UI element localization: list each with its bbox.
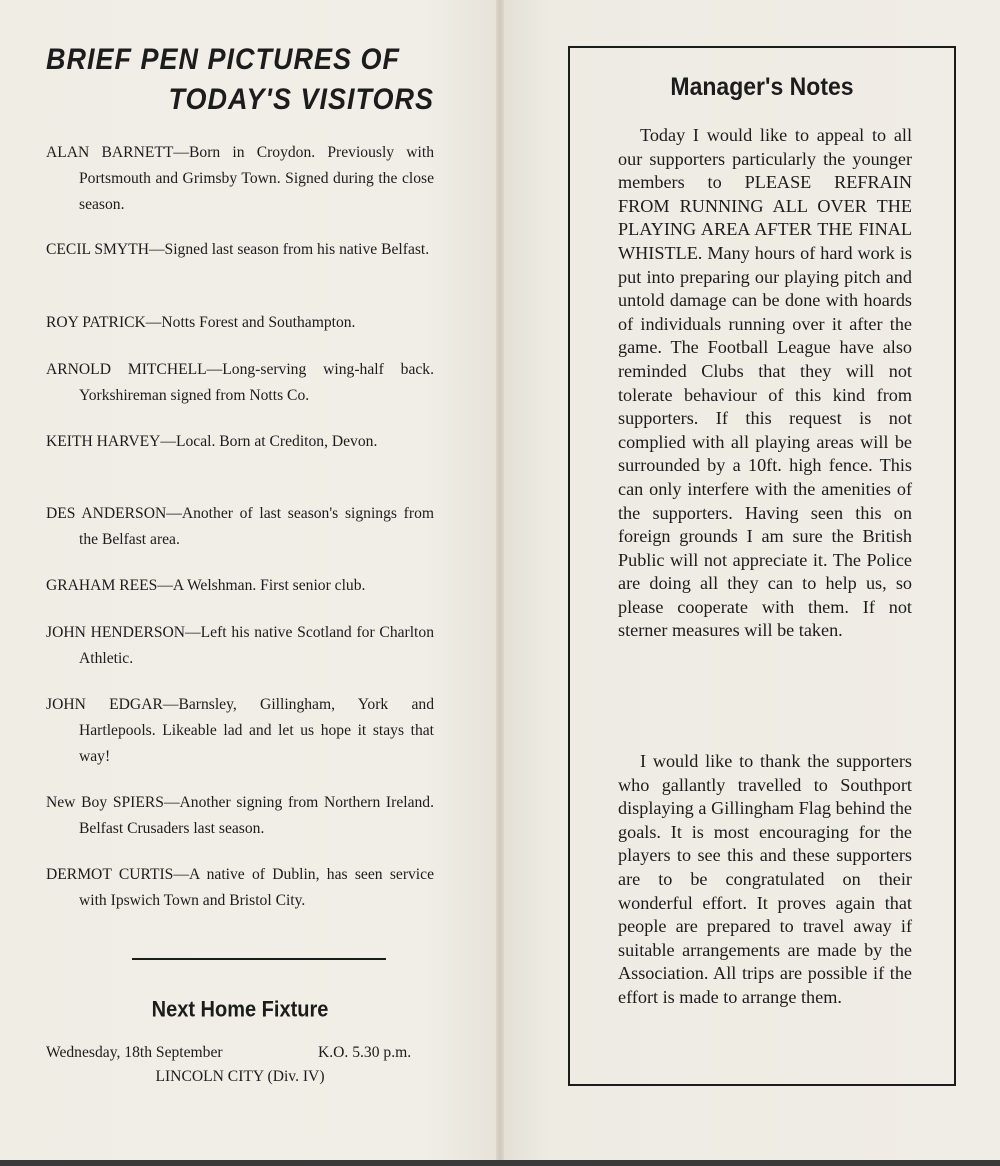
next-fixture-kickoff: K.O. 5.30 p.m. — [318, 1044, 412, 1061]
managers-notes-paragraph — [618, 124, 912, 643]
pen-picture-barnett: ALAN BARNETT—Born in Croydon. Previously with Portsmouth and Grimsby Town. Signed during the close season. — [46, 144, 434, 213]
pen-picture-curtis: DERMOT CURTIS—A native of Dublin, has seen service with Ipswich Town and Bristol City. — [46, 866, 434, 909]
visitors-heading-line2: TODAY'S VISITORS — [168, 83, 434, 116]
managers-notes-paragraph-2-text: I would like to thank the supporters who gallantly travelled to Southport displaying a Gillingham Flag behind the goals. It is most encouraging for the players to see this and these supporters are to be congratulated on their wonderful effort. It proves again that people are prepared to travel away if suitable arrangements are made by the Association. All trips are possible if the effort is made to arrange them. — [618, 751, 912, 1007]
bottom-edge — [0, 1160, 1000, 1166]
pen-picture-harvey: KEITH HARVEY—Local. Born at Crediton, Devon. — [46, 433, 378, 450]
section-divider — [132, 958, 386, 960]
managers-notes-paragraph-1-text: Today I would like to appeal to all our supporters particularly the younger members to PLEASE REFRAIN FROM RUNNING ALL OVER THE PLAYING AREA AFTER THE FINAL WHISTLE. Many hours of hard work is put into preparing our playing pitch and untold damage can be done with hoards of individuals running over it after the game. The Football League have also reminded Clubs that they will not tolerate behaviour of this kind from supporters. If this request is not complied with all playing areas will be surrounded by a 10ft. high fence. This can only interfere with the amenities of the supporters. Having seen this on foreign grounds I am sure the British Public will not appreciate it. The Police are doing all they can to help us, so please cooperate with them. If not sterner measures will be taken. — [618, 125, 912, 641]
managers-notes-box — [568, 46, 956, 1086]
next-fixture-opponent: LINCOLN CITY (Div. IV) — [155, 1068, 325, 1085]
visitors-heading-line1: BRIEF PEN PICTURES OF — [46, 43, 401, 76]
managers-notes-title: Manager's Notes — [670, 72, 854, 101]
next-fixture-title: Next Home Fixture — [151, 998, 329, 1023]
pen-picture-anderson: DES ANDERSON—Another of last season's signings from the Belfast area. — [46, 505, 434, 548]
pen-picture-smyth: CECIL SMYTH—Signed last season from his native Belfast. — [46, 241, 430, 258]
page-fold — [496, 0, 504, 1166]
next-fixture-date: Wednesday, 18th September — [46, 1044, 223, 1061]
pen-picture-henderson: JOHN HENDERSON—Left his native Scotland for Charlton Athletic. — [46, 624, 434, 667]
pen-picture-edgar: JOHN EDGAR—Barnsley, Gillingham, York and Hartlepools. Likeable lad and let us hope it stays that way! — [46, 696, 434, 765]
pen-picture-rees: GRAHAM REES—A Welshman. First senior club. — [46, 577, 366, 594]
pen-picture-mitchell: ARNOLD MITCHELL—Long-serving wing-half back. Yorkshireman signed from Notts Co. — [46, 361, 434, 404]
visitors-heading — [46, 40, 434, 120]
pen-picture-spiers: New Boy SPIERS—Another signing from Northern Ireland. Belfast Crusaders last season. — [46, 794, 434, 837]
managers-notes-paragraph — [618, 750, 912, 1010]
pen-picture-patrick: ROY PATRICK—Notts Forest and Southampton. — [46, 314, 356, 331]
